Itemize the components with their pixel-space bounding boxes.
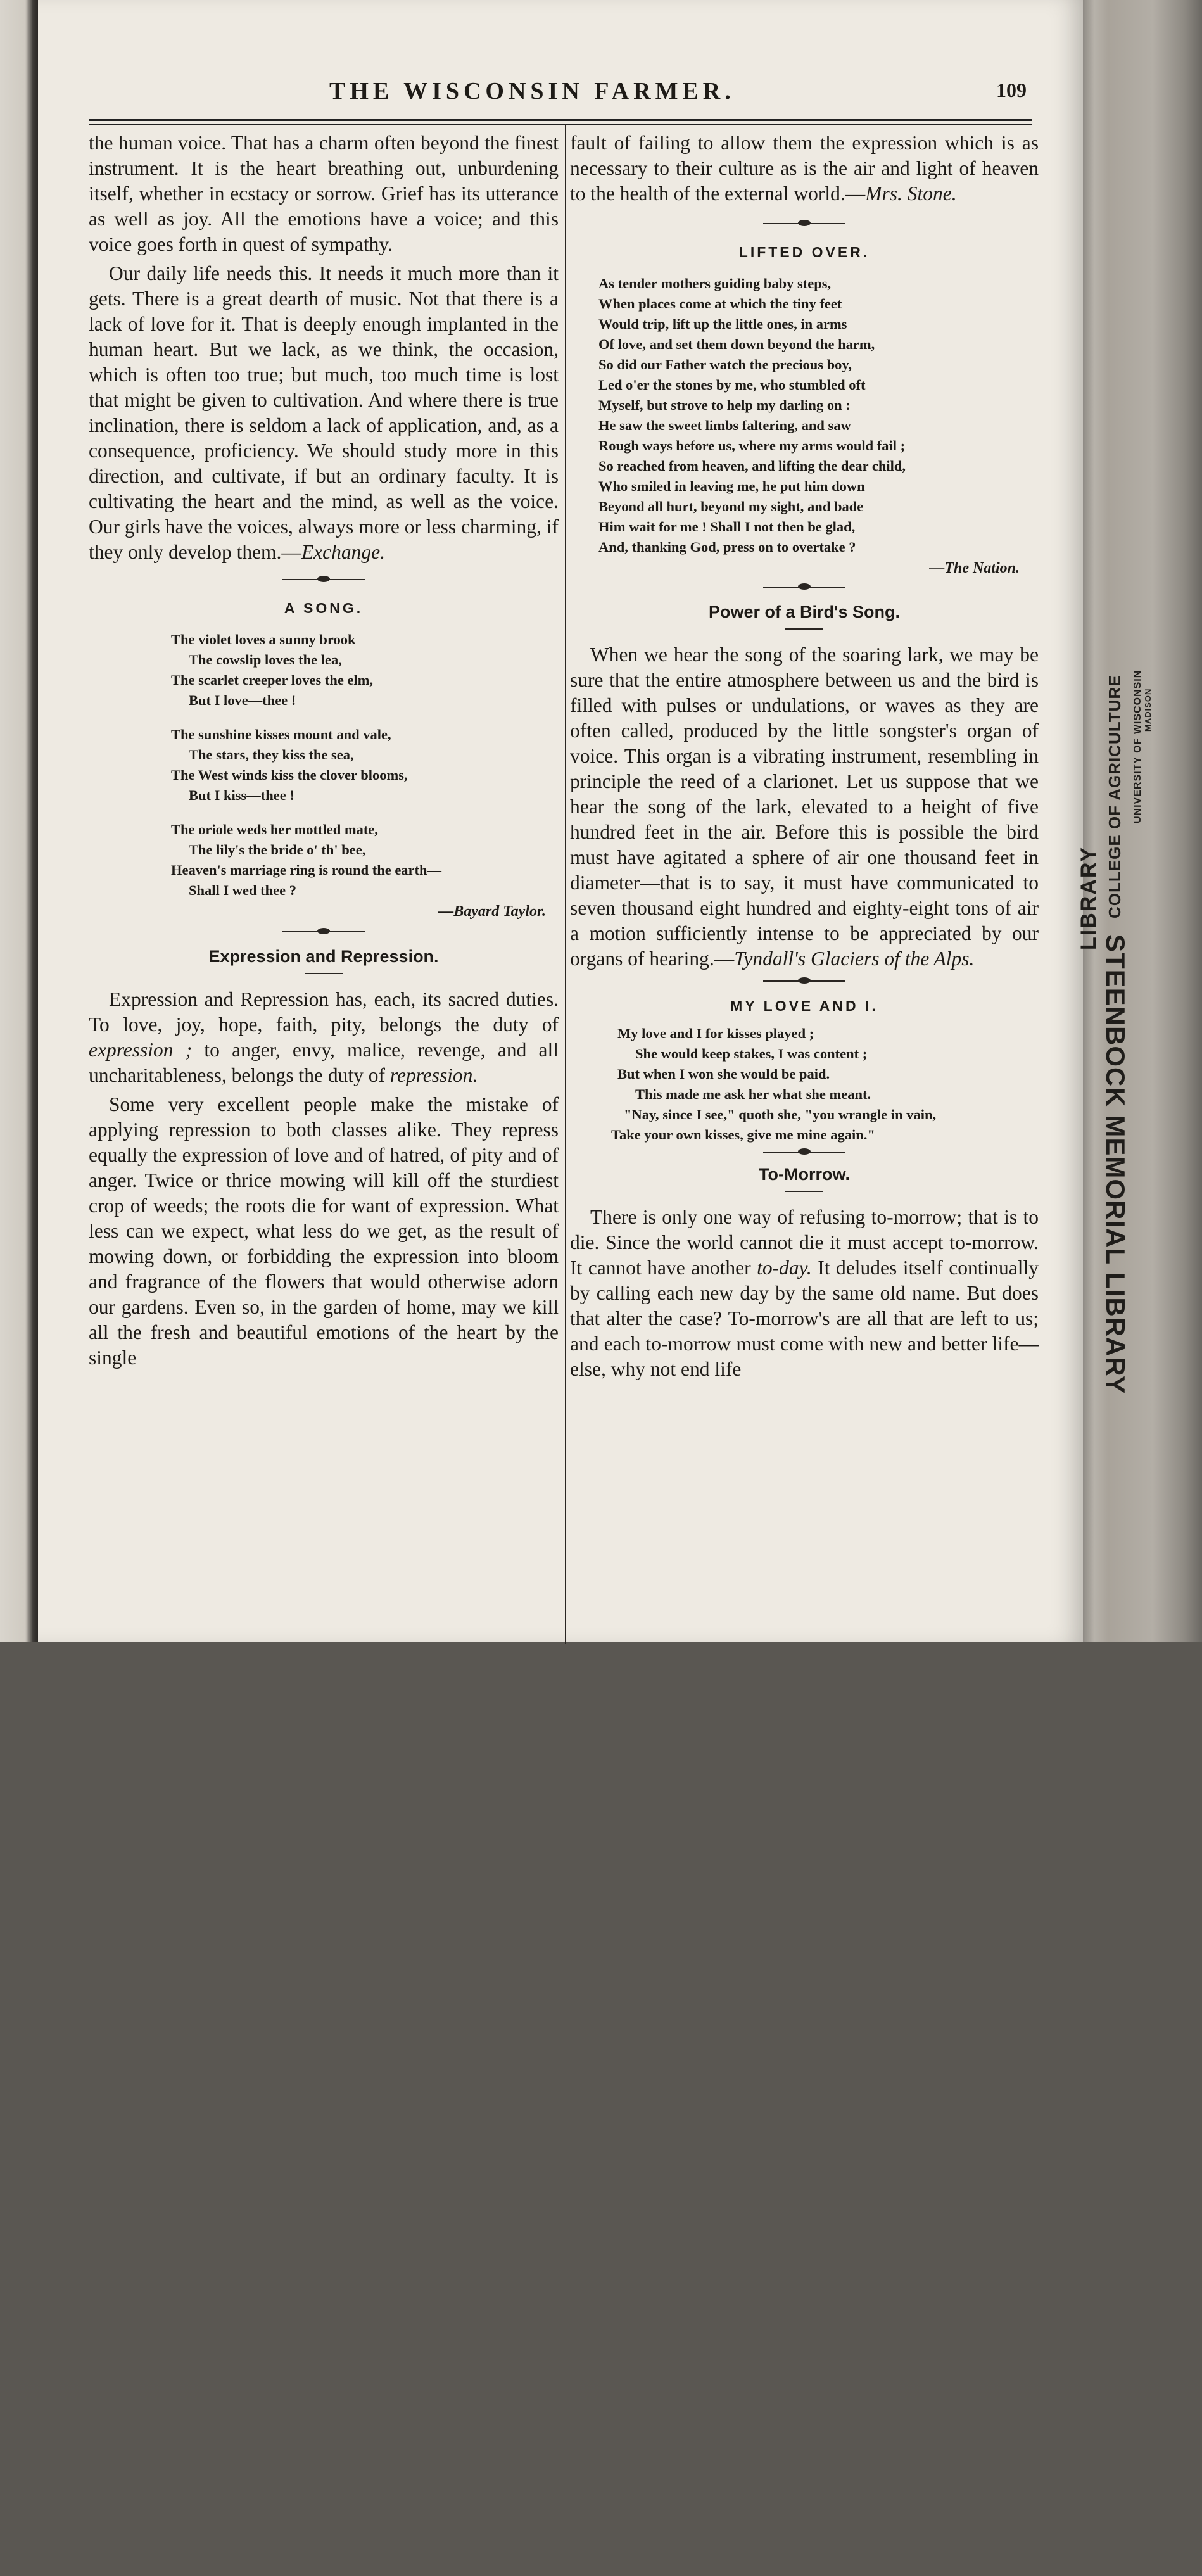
city-stamp: MADISON (1143, 688, 1153, 732)
article-title: Power of a Bird's Song. (709, 602, 900, 621)
poem-line: Rough ways before us, where my arms would fail ; (598, 438, 906, 454)
emphasis: expression ; (89, 1039, 193, 1061)
page-header (89, 76, 1039, 114)
library-stamp: LIBRARY (1077, 846, 1101, 950)
poem-line: The sunshine kisses mount and vale, (171, 726, 391, 742)
page-number: 109 (996, 79, 1027, 101)
poem (598, 274, 1039, 557)
poem-line: Myself, but strove to help my darling on : (598, 397, 851, 413)
poem-title: LIFTED OVER. (738, 244, 870, 260)
paragraph: Some very excellent people make the mistake of applying repression to both classes alike. They repress equally the expression of love and of hatred, of pity and of anger. Twice or thrice mowing will kill off the sturdiest crop of weeds; the roots die for want of expression. What less can we expect, what less do we get, as the result of mowing down, or forbidding the expression into bloom and fragrance of the flowers that would otherwise adorn our gardens. Even so, in the garden of home, may we kill all the fresh and beautiful emotions of the heart by the single (89, 1093, 559, 1369)
memorial-library-stamp: STEENBOCK MEMORIAL LIBRARY (1101, 934, 1130, 1395)
poem-line: As tender mothers guiding baby steps, (598, 276, 832, 291)
poem-line: The lily's the bride o' th' bee, (189, 842, 366, 858)
article-title: Expression and Repression. (208, 947, 439, 966)
poem-line: But when I won she would be paid. (617, 1066, 830, 1082)
header-rule (89, 119, 1032, 125)
poem-line: "Nay, since I see," quoth she, "you wrangle in vain, (624, 1107, 937, 1122)
right-column (570, 130, 1039, 1382)
paragraph (570, 130, 1039, 206)
source-credit: Exchange. (301, 541, 385, 563)
book-gutter-shadow (0, 0, 38, 1642)
section-ornament (763, 980, 845, 986)
article-title: To-Morrow. (759, 1165, 850, 1184)
poem-attribution: —The Nation. (929, 560, 1020, 576)
source-credit: Tyndall's Glaciers of the Alps. (734, 948, 975, 970)
poem-line: The cowslip loves the lea, (189, 652, 342, 668)
poem-line: Take your own kisses, give me mine again." (611, 1127, 875, 1143)
poem-line: The oriole weds her mottled mate, (171, 822, 379, 837)
poem-line: Shall I wed thee ? (189, 882, 297, 898)
poem (611, 1024, 1039, 1145)
poem-line: Beyond all hurt, beyond my sight, and bade (598, 498, 864, 514)
poem-line: He saw the sweet limbs faltering, and saw (598, 417, 851, 433)
emphasis: to-day. (757, 1257, 812, 1279)
title-rule (785, 1191, 823, 1192)
emphasis: repression. (389, 1064, 478, 1086)
title-rule (785, 628, 823, 630)
running-title: THE WISCONSIN FARMER. (329, 78, 735, 105)
poem-line: The scarlet creeper loves the elm, (171, 672, 374, 688)
paragraph-text: to anger, envy, malice, revenge, and all uncharitableness, belongs the duty of (89, 1039, 559, 1086)
university-stamp: UNIVERSITY OF WISCONSIN (1132, 669, 1143, 823)
poem-line: Led o'er the stones by me, who stumbled oft (598, 377, 866, 393)
left-column (89, 130, 559, 1371)
poem-line: When places come at which the tiny feet (598, 296, 842, 312)
section-ornament (282, 931, 365, 936)
section-ornament (282, 579, 365, 584)
poem-line: Of love, and set them down beyond the harm, (598, 336, 875, 352)
poem-line: Who smiled in leaving me, he put him down (598, 478, 865, 494)
paragraph (570, 642, 1039, 972)
title-rule (305, 973, 343, 974)
poem-line: She would keep stakes, I was content ; (635, 1046, 868, 1062)
poem (171, 630, 559, 901)
poem-line: So reached from heaven, and lifting the dear child, (598, 458, 906, 474)
section-ornament (763, 223, 845, 228)
paragraph (89, 987, 559, 1088)
paragraph-text: When we hear the song of the soaring lark, we may be sure that the entire atmosphere between us and the bird is filled with pulses or undulations, or waves as they are often called, produced by the little songster's organ of voice. This organ is a vibrating instrument, resembling in principle the reed of a clarionet. Let us suppose that we hear the song of the lark, elevated to a height of five hundred feet in the air. Before this is possible the bird must have agitated a sphere of air one thousand feet in diameter—that is to say, it must have communicated to seven thousand eight hundred and eighty-eight tons of air a motion sufficiently intense to be appreciated by our organs of hearing.— (570, 644, 1039, 970)
poem-line: And, thanking God, press on to overtake ? (598, 539, 856, 555)
poem-line: The violet loves a sunny brook (171, 631, 356, 647)
paragraph-text: It deludes itself continually by calling each new day by the same old name. But does that alter the case? To-morrow's are all that are left to us; and each to-morrow must come with new and better life—else, why not end life (570, 1257, 1039, 1380)
source-credit: Mrs. Stone. (865, 182, 957, 205)
poem-line: The West winds kiss the clover blooms, (171, 767, 408, 783)
section-ornament (763, 587, 845, 592)
paragraph-text: Expression and Repression has, each, its sacred duties. To love, joy, hope, faith, pity, belongs the duty of (89, 988, 559, 1036)
poem-line: But I love—thee ! (189, 692, 296, 708)
poem-line: Would trip, lift up the little ones, in arms (598, 316, 847, 332)
section-ornament (763, 1152, 845, 1157)
poem-line: Him wait for me ! Shall I not then be glad, (598, 519, 856, 535)
paragraph-text: fault of failing to allow them the expression which is as necessary to their culture as is the air and light of heaven to the health of the external world.— (570, 132, 1039, 205)
paragraph (570, 1205, 1039, 1382)
poem-line: But I kiss—thee ! (189, 787, 294, 803)
paragraph: the human voice. That has a charm often beyond the finest instrument. It is the heart breathing out, unburdening itself, whether in ecstacy or sorrow. Grief has its utterance as well as joy. All the emotions have a voice; and this voice goes forth in quest of sympathy. (89, 132, 559, 255)
poem-line: The stars, they kiss the sea, (189, 747, 354, 763)
poem-title: MY LOVE AND I. (730, 998, 878, 1014)
paragraph-text: Our daily life needs this. It needs it much more than it gets. There is a great dearth of music. Not that there is a lack of love for it. That is deeply enough implanted in the human heart. But we lack, as we think, the occasion, which is often too true; but much, too much time is lost that might be given to cultivation. And where there is true inclination, there is seldom a lack of application, and, as a consequence, proficiency. We should study more in this direction, and cultivate, if but an ordinary faculty. It is cultivating the heart and the mind, as well as the voice. Our girls have the voices, always more or less charming, if they only develop them.— (89, 262, 559, 563)
paragraph-text: There is only one way of refusing to-morrow; that is to die. Since the world cannot die it must accept to-morrow. It cannot have another (570, 1206, 1039, 1279)
poem-title: A SONG. (284, 600, 364, 616)
poem-line: Heaven's marriage ring is round the earth— (171, 862, 442, 878)
poem-line: My love and I for kisses played ; (617, 1025, 814, 1041)
poem-attribution: —Bayard Taylor. (438, 903, 546, 920)
poem-line: So did our Father watch the precious boy, (598, 357, 852, 372)
college-stamp: COLLEGE OF AGRICULTURE (1105, 675, 1124, 918)
paragraph (89, 261, 559, 565)
poem-line: This made me ask her what she meant. (635, 1086, 871, 1102)
column-divider (565, 124, 566, 1644)
